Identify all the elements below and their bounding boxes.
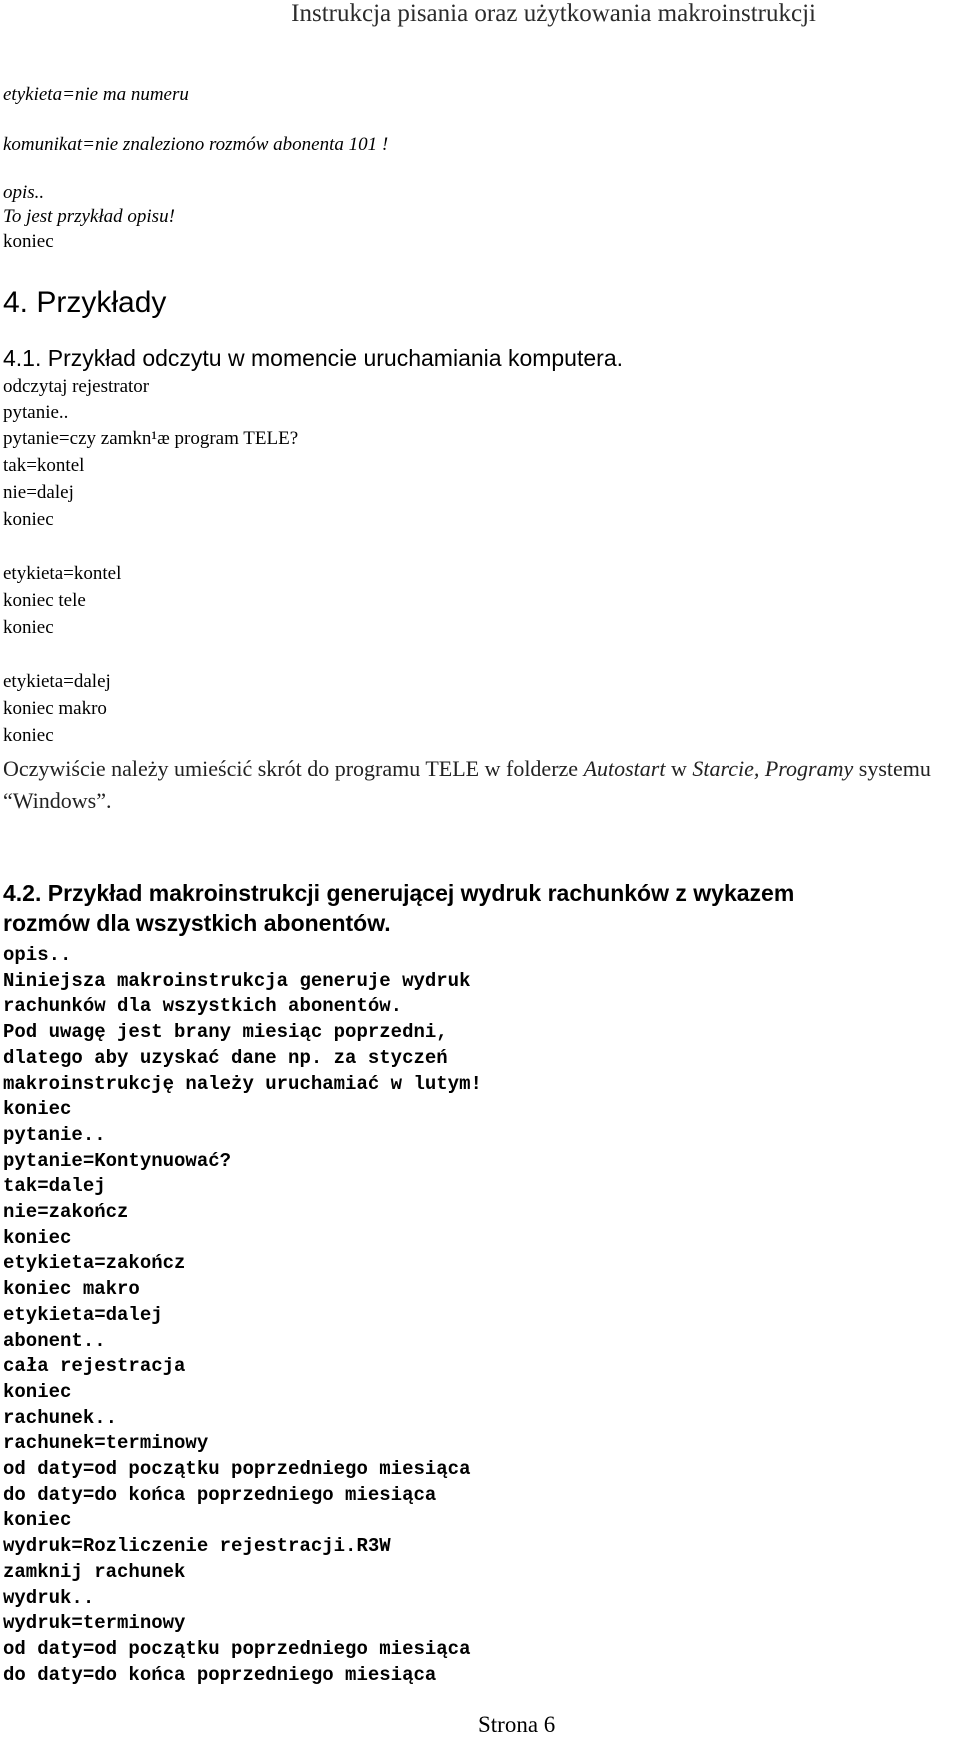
code-line: wydruk=Rozliczenie rejestracji.R3W: [3, 1535, 391, 1558]
code-line: rachunków dla wszystkich abonentów.: [3, 995, 403, 1018]
section-4-heading: 4. Przykłady: [3, 286, 167, 319]
code-line: etykieta=dalej: [3, 671, 111, 692]
top-line-opis-text: To jest przykład opisu!: [3, 206, 175, 227]
code-line: wydruk=terminowy: [3, 1612, 186, 1635]
code-line: koniec: [3, 725, 54, 746]
code-line: abonent..: [3, 1329, 106, 1352]
code-line: do daty=do końca poprzedniego miesiąca: [3, 1483, 437, 1506]
note-text-1: Oczywiście należy umieścić skrót do programu TELE w folderze: [3, 756, 584, 781]
section-4-2-heading-line1: [3, 880, 794, 907]
top-line-etykieta: etykieta=nie ma numeru: [3, 84, 189, 105]
code-line: koniec tele: [3, 590, 86, 611]
top-line-opis: opis..: [3, 182, 45, 203]
code-line: pytanie=Kontynuować?: [3, 1149, 232, 1172]
code-line: koniec: [3, 617, 54, 638]
code-line: koniec: [3, 1380, 72, 1403]
section-4-2-number: 4.2.: [3, 880, 42, 906]
code-line: nie=zakończ: [3, 1201, 129, 1223]
code-line: opis..: [3, 944, 72, 966]
code-line: koniec: [3, 509, 54, 530]
code-line: Niniejsza makroinstrukcja generuje wydruk: [3, 969, 471, 992]
code-line: wydruk..: [3, 1586, 95, 1609]
code-line: etykieta=zakończ: [3, 1252, 186, 1275]
code-line: koniec: [3, 1226, 72, 1249]
note-text-3: systemu “Windows”.: [3, 756, 931, 813]
code-line: etykieta=dalej: [3, 1303, 163, 1326]
code-line: rachunek=terminowy: [3, 1432, 209, 1455]
code-line: tak=dalej: [3, 1175, 106, 1198]
code-line: nie=dalej: [3, 482, 74, 503]
code-line: rachunek..: [3, 1406, 118, 1429]
note-text-2: w: [665, 756, 693, 781]
page-number: Strona 6: [478, 1712, 556, 1737]
note-paragraph: [3, 753, 953, 817]
code-line: koniec makro: [3, 698, 107, 719]
code-line: koniec makro: [3, 1278, 140, 1301]
code-line: od daty=od początku poprzedniego miesiąca: [3, 1458, 471, 1480]
code-line: koniec: [3, 1509, 72, 1532]
code-line: do daty=do końca poprzedniego miesiąca: [3, 1663, 437, 1686]
code-line: cała rejestracja: [3, 1355, 186, 1378]
top-line-koniec: koniec: [3, 231, 54, 252]
code-line: pytanie..: [3, 402, 69, 423]
code-line: koniec: [3, 1098, 72, 1121]
page-header: Instrukcja pisania oraz użytkowania makroinstrukcji: [291, 0, 816, 27]
code-line: Pod uwagę jest brany miesiąc poprzedni,: [3, 1021, 448, 1044]
section-4-1-heading: 4.1. Przykład odczytu w momencie uruchamiania komputera.: [3, 345, 624, 371]
code-line: dlatego aby uzyskać dane np. za styczeń: [3, 1046, 448, 1069]
code-line: od daty=od początku poprzedniego miesiąca: [3, 1637, 471, 1660]
code-line: tak=kontel: [3, 455, 85, 476]
code-line: pytanie..: [3, 1123, 106, 1146]
code-line: odczytaj rejestrator: [3, 376, 150, 397]
section-4-2-title: Przykład makroinstrukcji generującej wydruk rachunków z wykazem: [41, 880, 795, 906]
note-menu-path: Starcie, Programy: [692, 756, 854, 781]
top-line-komunikat: komunikat=nie znaleziono rozmów abonenta 101 !: [3, 134, 389, 155]
code-line: pytanie=czy zamkn¹æ program TELE?: [3, 428, 299, 449]
code-line: makroinstrukcję należy uruchamiać w lutym!: [3, 1072, 482, 1095]
section-4-2-heading-line2: rozmów dla wszystkich abonentów.: [3, 910, 391, 936]
code-line: etykieta=kontel: [3, 563, 122, 584]
code-line: zamknij rachunek: [3, 1560, 186, 1583]
note-folder-autostart: Autostart: [583, 756, 666, 781]
